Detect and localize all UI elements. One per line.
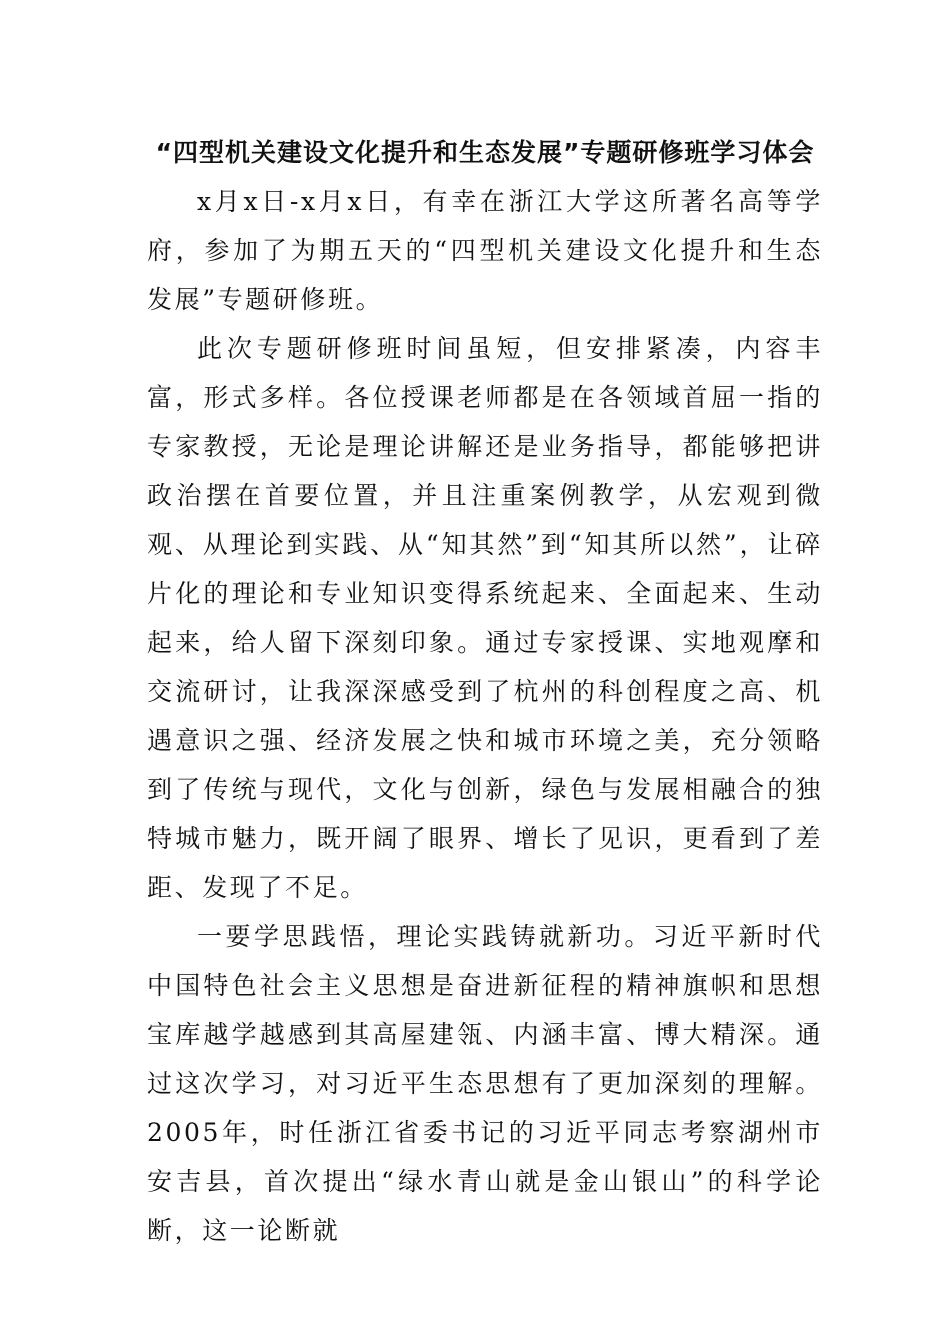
document-page (147, 128, 823, 1255)
paragraph-intro: x月x日-x月x日，有幸在浙江大学这所著名高等学府，参加了为期五天的“四型机关建设文化提升和生态发展”专题研修班。 (147, 187, 823, 314)
document-title: “四型机关建设文化提升和生态发展”专题研修班学习体会 (155, 138, 815, 167)
paragraph-point-one: 一要学思践悟，理论实践铸就新功。习近平新时代中国特色社会主义思想是奋进新征程的精神旗帜和思想宝库越学越感到其高屋建瓴、内涵丰富、博大精深。通过这次学习，对习近平生态思想有了更加深刻的理解。2005年，时任浙江省委书记的习近平同志考察湖州市安吉县，首次提出“绿水青山就是金山银山”的科学论断，这一论断就 (147, 922, 823, 1245)
paragraph-course-summary: 此次专题研修班时间虽短，但安排紧凑，内容丰富，形式多样。各位授课老师都是在各领域首屈一指的专家教授，无论是理论讲解还是业务指导，都能够把讲政治摆在首要位置，并且注重案例教学，从宏观到微观、从理论到实践、从“知其然”到“知其所以然”，让碎片化的理论和专业知识变得系统起来、全面起来、生动起来，给人留下深刻印象。通过专家授课、实地观摩和交流研讨，让我深深感受到了杭州的科创程度之高、机遇意识之强、经济发展之快和城市环境之美，充分领略到了传统与现代，文化与创新，绿色与发展相融合的独特城市魅力，既开阔了眼界、增长了见识，更看到了差距、发现了不足。 (147, 334, 823, 902)
